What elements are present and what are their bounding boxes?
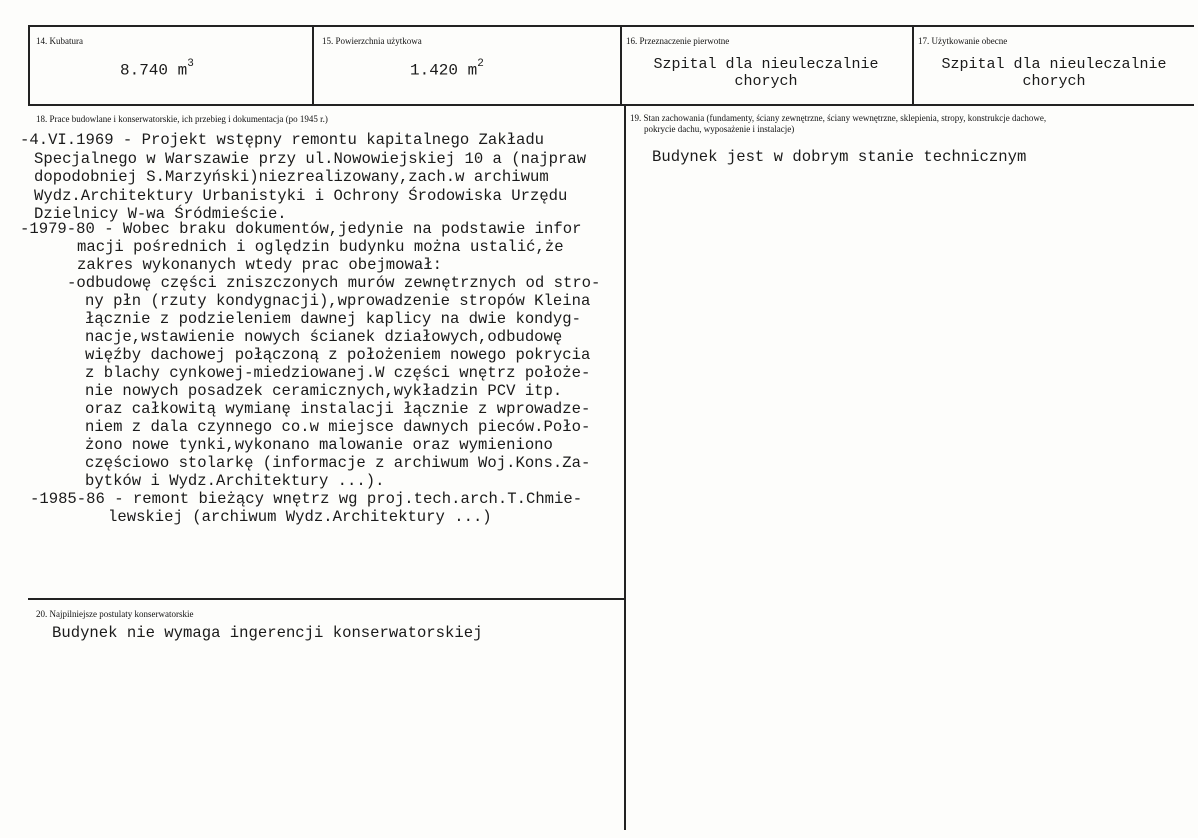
f20-top-rule [28,598,626,600]
f16-value-line1: Szpital dla nieuleczalnie [653,56,879,73]
row1-bottom-rule [28,104,1194,106]
f18-line: -1979-80 - Wobec braku dokumentów,jedynie na podstawie infor [20,220,582,238]
f18-label: 18. Prace budowlane i konserwatorskie, ich przebieg i dokumentacja (po 1945 r.) [36,114,328,124]
f18-line: dopodobniej S.Marzyński)niezrealizowany,zach.w archiwum [34,168,549,186]
f19-label-line2: pokrycie dachu, wyposażenie i instalacje) [644,124,795,134]
f14-label: 14. Kubatura [36,36,83,46]
f16-value-line2: chorych [734,73,798,90]
f16-label: 16. Przeznaczenie pierwotne [626,36,730,46]
divider-14-15 [312,25,314,106]
f18-line: Dzielnicy W-wa Śródmieście. [34,205,287,223]
f20-label: 20. Najpilniejsze postulaty konserwatorskie [36,609,194,619]
f20-value: Budynek nie wymaga ingerencji konserwatorskiej [52,624,483,642]
f17-value-line2: chorych [1022,73,1086,90]
f18-line: nie nowych posadzek ceramicznych,wykładzin PCV itp. [85,382,563,400]
f18-line: -4.VI.1969 - Projekt wstępny remontu kapitalnego Zakładu [20,131,545,149]
f17-value-line1: Szpital dla nieuleczalnie [941,56,1167,73]
divider-16-17 [912,25,914,106]
top-rule [28,25,1194,27]
f15-label: 15. Powierzchnia użytkowa [322,36,422,46]
f19-label-line1: 19. Stan zachowania (fundamenty, ściany zewnętrzne, ściany wewnętrzne, sklepienia, stropy, konstrukcje dachowe, [630,113,1047,123]
f19-value: Budynek jest w dobrym stanie technicznym [652,148,1027,166]
f15-unit-exponent: 2 [477,58,484,70]
f18-line: zakres wykonanych wtedy prac obejmował: [77,256,442,274]
f18-line: macji pośrednich i oględzin budynku można ustalić,że [77,238,564,256]
f14-value-text: 8.740 m [120,61,188,80]
f18-line: z blachy cynkowej-miedziowanej.W części wnętrz położe- [85,364,591,382]
f14-value [120,58,230,79]
f18-line: ny płn (rzuty kondygnacji),wprowadzenie stropów Kleina [85,292,591,310]
f18-line: żono nowe tynki,wykonano malowanie oraz wymieniono [85,436,553,454]
f17-value [916,56,1192,90]
f18-line: lewskiej (archiwum Wydz.Architektury ...) [108,508,492,526]
f17-label: 17. Użytkowanie obecne [918,36,1008,46]
f18-line: częściowo stolarkę (informacje z archiwum Woj.Kons.Za- [85,454,591,472]
f15-value-text: 1.420 m [410,61,478,80]
divider-15-16 [620,25,622,106]
left-border [28,25,30,106]
f18-line: łącznie z podzieleniem dawnej kaplicy na dwie kondyg- [85,310,581,328]
f18-line: bytków i Wydz.Architektury ...). [85,472,385,490]
f16-value [626,56,906,90]
f18-line: Wydz.Architektury Urbanistyki i Ochrony Środowiska Urzędu [34,187,568,205]
f18-line: niem z dala czynnego co.w miejsce dawnych pieców.Poło- [85,418,591,436]
f18-line: -1985-86 - remont bieżący wnętrz wg proj.tech.arch.T.Chmie- [30,490,583,508]
f18-line: więźby dachowej połączoną z położeniem nowego pokrycia [85,346,591,364]
f18-line: oraz całkowitą wymianę instalacji łącznie z wprowadze- [85,400,591,418]
f18-line: Specjalnego w Warszawie przy ul.Nowowiejskiej 10 a (najpraw [34,150,587,168]
f15-value [410,58,520,79]
f14-unit-exponent: 3 [187,58,194,70]
main-column-divider [624,104,626,830]
f18-line: -odbudowę części zniszczonych murów zewnętrznych od stro- [67,274,601,292]
f18-line: nacje,wstawienie nowych ścianek działowych,odbudowę [85,328,563,346]
f19-label [630,113,1190,135]
